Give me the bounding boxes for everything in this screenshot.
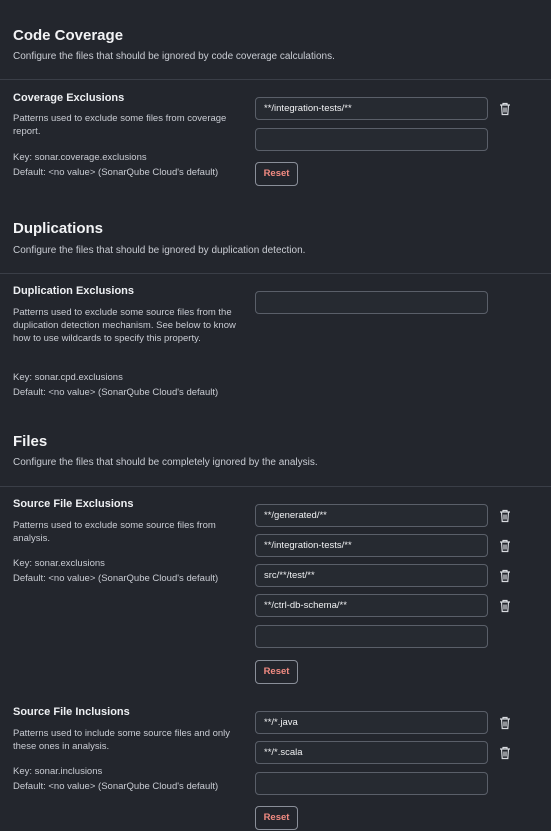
setting-title-source-file-exclusions: Source File Exclusions bbox=[13, 498, 134, 510]
source-exclusion-input[interactable]: **/generated/** bbox=[255, 504, 488, 527]
setting-title-coverage-exclusions: Coverage Exclusions bbox=[13, 92, 125, 104]
setting-default-duplication-exclusions: Default: <no value> (SonarQube Cloud's default) bbox=[13, 387, 219, 398]
coverage-exclusion-new-input[interactable] bbox=[255, 128, 488, 151]
section-description-duplications: Configure the files that should be ignored by duplication detection. bbox=[13, 245, 306, 256]
trash-icon[interactable] bbox=[499, 569, 511, 583]
setting-default-source-file-exclusions: Default: <no value> (SonarQube Cloud's default) bbox=[13, 573, 219, 584]
trash-icon[interactable] bbox=[499, 509, 511, 523]
setting-description-source-file-exclusions: Patterns used to exclude some source files from analysis. bbox=[13, 520, 216, 544]
source-exclusion-input[interactable]: **/ctrl-db-schema/** bbox=[255, 594, 488, 617]
trash-icon[interactable] bbox=[499, 716, 511, 730]
reset-button-source-file-inclusions[interactable]: Reset bbox=[255, 806, 298, 830]
divider bbox=[0, 79, 551, 80]
divider bbox=[0, 273, 551, 274]
setting-description-duplication-exclusions: Patterns used to exclude some source files from the duplication detection mechanism. See below to know how to use wildcards to specify this property. bbox=[13, 307, 236, 344]
setting-key-coverage-exclusions: Key: sonar.coverage.exclusions bbox=[13, 152, 147, 163]
section-title-code-coverage: Code Coverage bbox=[13, 27, 124, 44]
section-description-code-coverage: Configure the files that should be ignored by code coverage calculations. bbox=[13, 51, 335, 62]
setting-key-source-file-inclusions: Key: sonar.inclusions bbox=[13, 766, 103, 777]
section-title-duplications: Duplications bbox=[13, 220, 104, 237]
source-inclusion-input[interactable]: **/*.java bbox=[255, 711, 488, 734]
reset-button-coverage-exclusions[interactable]: Reset bbox=[255, 162, 298, 186]
section-description-files: Configure the files that should be completely ignored by the analysis. bbox=[13, 457, 318, 468]
trash-icon[interactable] bbox=[499, 539, 511, 553]
setting-key-source-file-exclusions: Key: sonar.exclusions bbox=[13, 558, 105, 569]
setting-title-duplication-exclusions: Duplication Exclusions bbox=[13, 285, 135, 297]
setting-default-source-file-inclusions: Default: <no value> (SonarQube Cloud's default) bbox=[13, 781, 219, 792]
source-exclusion-new-input[interactable] bbox=[255, 625, 488, 648]
setting-title-source-file-inclusions: Source File Inclusions bbox=[13, 706, 130, 718]
setting-description-coverage-exclusions: Patterns used to exclude some files from coverage report. bbox=[13, 113, 227, 137]
trash-icon[interactable] bbox=[499, 746, 511, 760]
setting-default-coverage-exclusions: Default: <no value> (SonarQube Cloud's default) bbox=[13, 167, 219, 178]
setting-key-duplication-exclusions: Key: sonar.cpd.exclusions bbox=[13, 372, 123, 383]
source-inclusion-input[interactable]: **/*.scala bbox=[255, 741, 488, 764]
duplication-exclusion-new-input[interactable] bbox=[255, 291, 488, 314]
coverage-exclusion-input[interactable]: **/integration-tests/** bbox=[255, 97, 488, 120]
source-exclusion-input[interactable]: **/integration-tests/** bbox=[255, 534, 488, 557]
source-inclusion-new-input[interactable] bbox=[255, 772, 488, 795]
trash-icon[interactable] bbox=[499, 102, 511, 116]
reset-button-source-file-exclusions[interactable]: Reset bbox=[255, 660, 298, 684]
setting-description-source-file-inclusions: Patterns used to include some source files and only these ones in analysis. bbox=[13, 728, 231, 752]
section-title-files: Files bbox=[13, 433, 48, 450]
trash-icon[interactable] bbox=[499, 599, 511, 613]
divider bbox=[0, 486, 551, 487]
source-exclusion-input[interactable]: src/**/test/** bbox=[255, 564, 488, 587]
